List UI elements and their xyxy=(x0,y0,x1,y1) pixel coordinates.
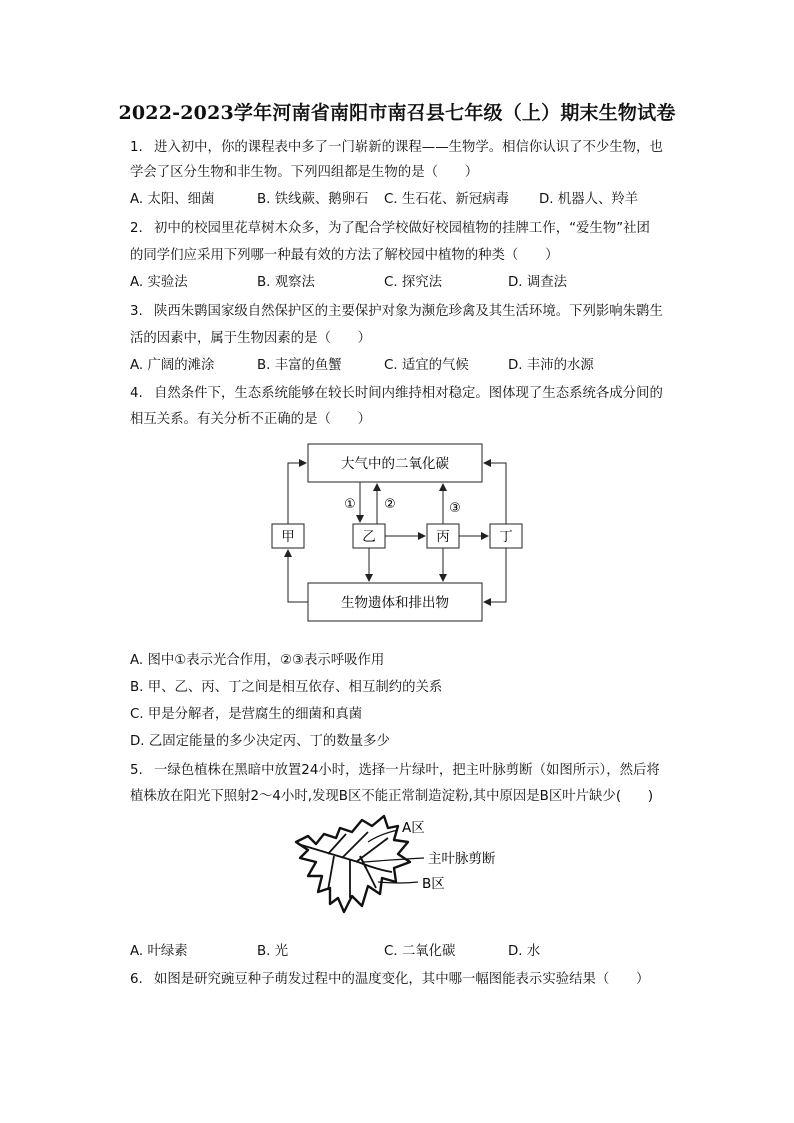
question-number: 4. xyxy=(130,386,143,401)
question-5-line-2: 植株放在阳光下照射2～4小时,发现B区不能正常制造淀粉,其中原因是B区叶片缺少( ) xyxy=(130,789,654,804)
option-b: B. 甲、乙、丙、丁之间是相互依存、相互制约的关系 xyxy=(130,680,443,695)
jia-label: 甲 xyxy=(281,529,295,545)
option-a: A. 实验法 xyxy=(130,275,188,290)
option-d: D. 丰沛的水源 xyxy=(508,358,594,373)
yi-label: 乙 xyxy=(362,529,376,545)
cut-vein-label: 主叶脉剪断 xyxy=(428,851,496,867)
option-a: A. 太阳、细菌 xyxy=(130,192,215,207)
question-number: 2. xyxy=(130,221,143,236)
question-5-line-1: 5. 一绿色植株在黑暗中放置24小时，选择一片绿叶，把主叶脉剪断（如图所示），然后将 xyxy=(130,763,660,778)
option-b: B. 观察法 xyxy=(257,275,315,290)
option-d: D. 水 xyxy=(508,944,541,959)
option-b: B. 铁线蕨、鹅卵石 xyxy=(257,192,369,207)
ecosystem-diagram xyxy=(260,436,530,626)
option-d: D. 调查法 xyxy=(508,275,567,290)
leaf-outline xyxy=(296,816,410,912)
option-a: A. 叶绿素 xyxy=(130,944,188,959)
question-2-line-2: 的同学们应采用下列哪一种最有效的方法了解校园中植物的种类（ ） xyxy=(130,248,559,263)
option-c: C. 二氧化碳 xyxy=(384,944,456,959)
option-a: A. 广阔的滩涂 xyxy=(130,358,215,373)
question-number: 6. xyxy=(130,972,143,987)
option-d: D. 乙固定能量的多少决定丙、丁的数量多少 xyxy=(130,734,390,749)
option-b: B. 丰富的鱼蟹 xyxy=(257,358,342,373)
option-c: C. 探究法 xyxy=(384,275,443,290)
remains-label: 生物遗体和排出物 xyxy=(341,595,449,611)
question-3-line-2: 活的因素中，属于生物因素的是（ ） xyxy=(130,331,372,346)
area-b-label: B区 xyxy=(422,876,445,892)
question-number: 5. xyxy=(130,763,143,778)
question-1-line-1: 1. 进入初中，你的课程表中多了一门崭新的课程——生物学。相信你认识了不少生物，也 xyxy=(130,140,663,155)
question-number: 1. xyxy=(130,140,143,155)
question-1-line-2: 学会了区分生物和非生物。下列四组都是生物的是（ ） xyxy=(130,165,479,180)
option-d: D. 机器人、羚羊 xyxy=(539,192,639,207)
question-4-line-1: 4. 自然条件下，生态系统能够在较长时间内维持相对稳定。图体现了生态系统各成分间的 xyxy=(130,386,663,401)
mark-2: ② xyxy=(384,497,396,512)
question-2-line-1: 2. 初中的校园里花草树木众多，为了配合学校做好校园植物的挂牌工作，“爱生物”社团 xyxy=(130,221,650,236)
leaf-diagram xyxy=(288,812,518,920)
question-6-line-1: 6. 如图是研究豌豆种子萌发过程中的温度变化，其中哪一幅图能表示实验结果（ ） xyxy=(130,972,650,987)
question-number: 3. xyxy=(130,304,143,319)
mark-3: ③ xyxy=(449,501,461,516)
bing-label: 丙 xyxy=(436,529,450,545)
question-4-line-2: 相互关系。有关分析不正确的是（ ） xyxy=(130,412,372,427)
option-b: B. 光 xyxy=(257,944,289,959)
ding-label: 丁 xyxy=(499,529,513,545)
area-a-label: A区 xyxy=(402,820,425,836)
atmosphere-co2-label: 大气中的二氧化碳 xyxy=(341,456,449,472)
option-c: C. 甲是分解者，是营腐生的细菌和真菌 xyxy=(130,707,363,722)
mark-1: ① xyxy=(344,497,356,512)
option-a: A. 图中①表示光合作用，②③表示呼吸作用 xyxy=(130,653,385,668)
page-title: 2022-2023学年河南省南阳市南召县七年级（上）期末生物试卷 xyxy=(118,102,676,124)
option-c: C. 生石花、新冠病毒 xyxy=(384,192,509,207)
question-3-line-1: 3. 陕西朱鹮国家级自然保护区的主要保护对象为濒危珍禽及其生活环境。下列影响朱鹮生 xyxy=(130,304,663,319)
option-c: C. 适宜的气候 xyxy=(384,358,469,373)
